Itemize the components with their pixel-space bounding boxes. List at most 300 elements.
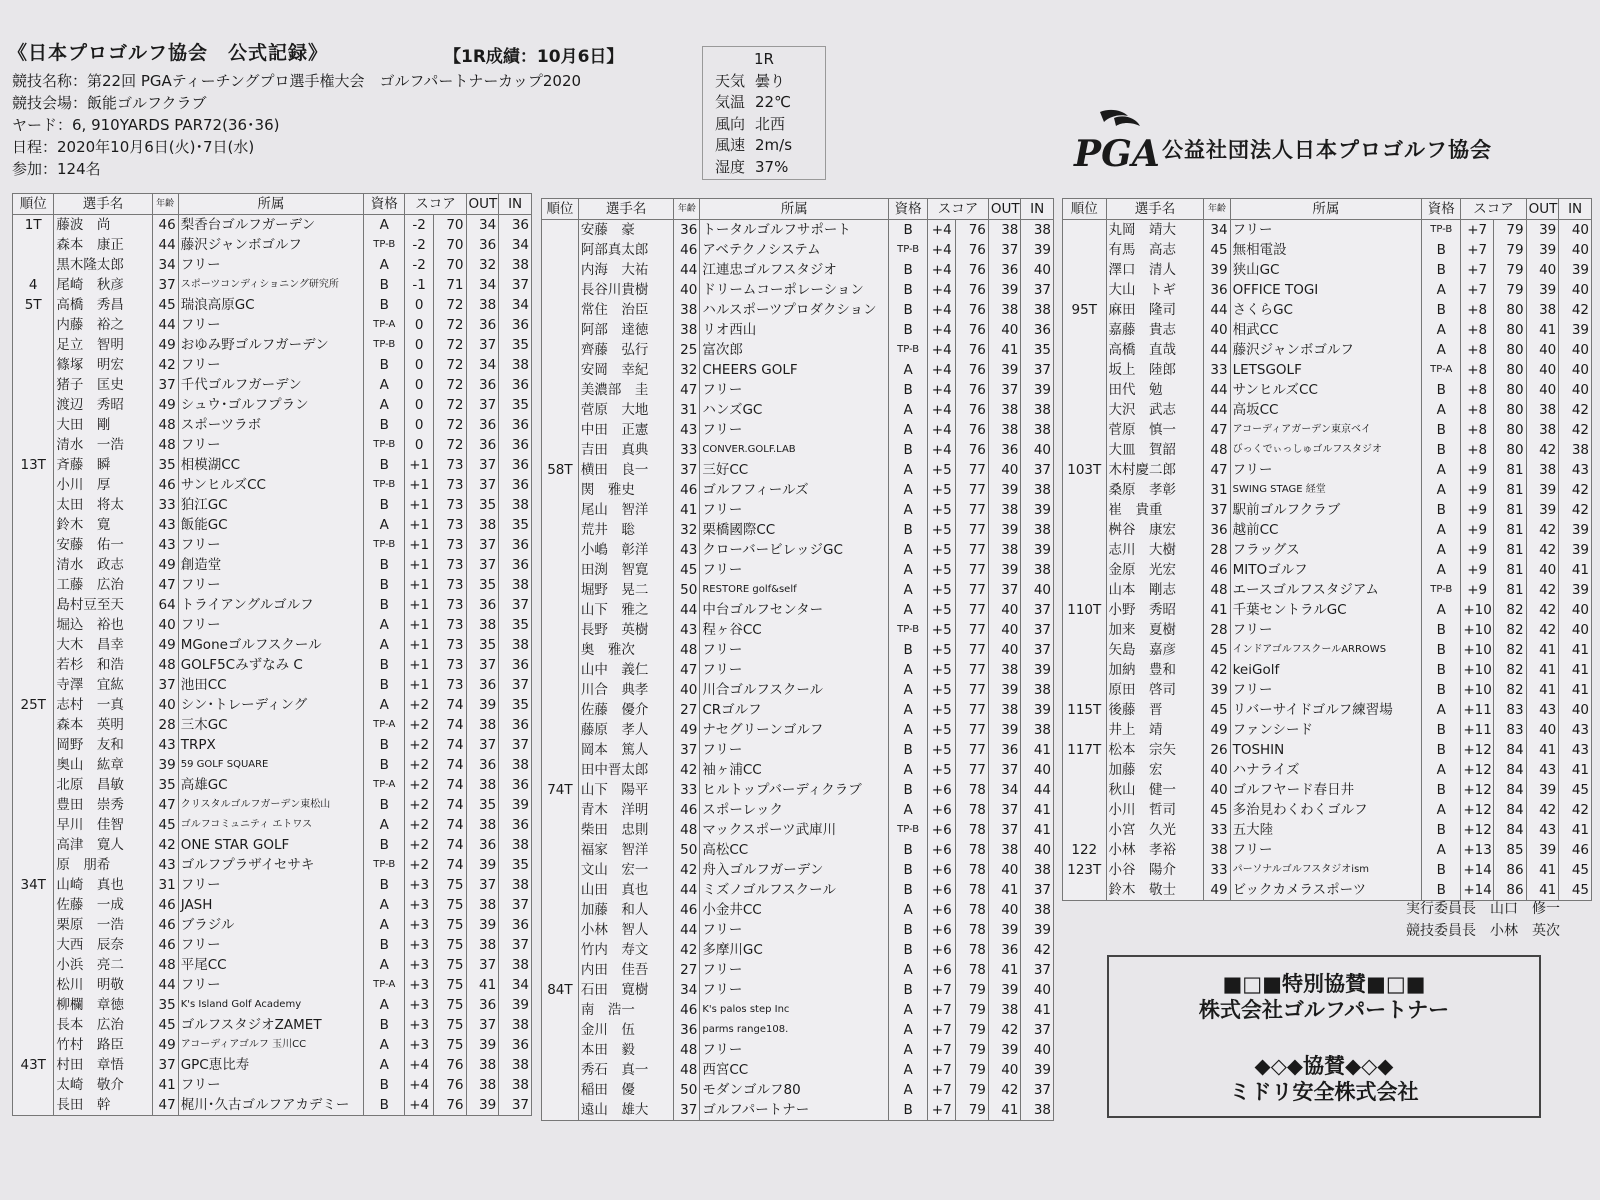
cell-q: B bbox=[364, 675, 405, 695]
co-sponsor-label: ◆◇◆協賛◆◇◆ bbox=[1254, 1054, 1394, 1078]
cell-q: A bbox=[889, 460, 928, 480]
cell-q: A bbox=[1422, 460, 1461, 480]
cell-name: 吉田 真典 bbox=[578, 440, 673, 460]
cell-in: 37 bbox=[1021, 1080, 1054, 1100]
table-row bbox=[1063, 460, 1592, 480]
cell-aff: 相武CC bbox=[1230, 320, 1422, 340]
cell-rank bbox=[542, 420, 579, 440]
cell-age: 50 bbox=[674, 840, 700, 860]
cell-q: A bbox=[364, 255, 405, 275]
cell-out: 41 bbox=[466, 975, 499, 995]
cell-in: 38 bbox=[1021, 860, 1054, 880]
cell-to: +5 bbox=[928, 500, 956, 520]
cell-name: 加藤 和人 bbox=[578, 900, 673, 920]
table-row bbox=[13, 295, 532, 315]
cell-age: 32 bbox=[674, 360, 700, 380]
table-row bbox=[1063, 620, 1592, 640]
cell-sc: 70 bbox=[433, 215, 466, 236]
cell-rank bbox=[13, 355, 54, 375]
cell-age: 38 bbox=[1204, 840, 1230, 860]
cell-age: 45 bbox=[1204, 700, 1230, 720]
cell-q: B bbox=[364, 495, 405, 515]
cell-name: 後藤 晋 bbox=[1106, 700, 1204, 720]
cell-sc: 78 bbox=[956, 820, 989, 840]
cell-rank bbox=[542, 680, 579, 700]
cell-sc: 83 bbox=[1493, 720, 1526, 740]
cell-aff: 三木GC bbox=[178, 715, 363, 735]
cell-sc: 82 bbox=[1493, 660, 1526, 680]
cell-sc: 70 bbox=[433, 235, 466, 255]
cell-q: B bbox=[889, 860, 928, 880]
cell-to: +8 bbox=[1461, 400, 1494, 420]
cell-age: 48 bbox=[674, 1040, 700, 1060]
cell-rank bbox=[1063, 580, 1107, 600]
cell-aff: 中台ゴルフセンター bbox=[700, 600, 889, 620]
table-row bbox=[13, 375, 532, 395]
cell-age: 37 bbox=[152, 375, 178, 395]
cell-rank bbox=[1063, 340, 1107, 360]
cell-q: A bbox=[889, 680, 928, 700]
cell-q: B bbox=[1422, 380, 1461, 400]
cell-out: 39 bbox=[988, 1040, 1021, 1060]
cell-in: 36 bbox=[499, 375, 532, 395]
cell-sc: 77 bbox=[956, 580, 989, 600]
table-row bbox=[542, 240, 1054, 260]
cell-q: B bbox=[889, 940, 928, 960]
cell-age: 45 bbox=[1204, 800, 1230, 820]
cell-aff: ハルスポーツプロダクション bbox=[700, 300, 889, 320]
cell-aff: パーソナルゴルフスタジオism bbox=[1230, 860, 1422, 880]
cell-in: 37 bbox=[499, 935, 532, 955]
cell-aff: 平尾CC bbox=[178, 955, 363, 975]
cell-age: 33 bbox=[1204, 860, 1230, 880]
cell-to: +3 bbox=[405, 955, 433, 975]
cell-name: 原 朋希 bbox=[54, 855, 152, 875]
weather-value: 37% bbox=[755, 157, 789, 176]
cell-rank bbox=[542, 340, 579, 360]
cell-sc: 74 bbox=[433, 775, 466, 795]
cell-out: 42 bbox=[1526, 520, 1559, 540]
table-row bbox=[13, 1015, 532, 1035]
cell-name: 豊田 崇秀 bbox=[54, 795, 152, 815]
cell-to: +8 bbox=[1461, 360, 1494, 380]
cell-sc: 75 bbox=[433, 995, 466, 1015]
cell-to: +5 bbox=[928, 480, 956, 500]
cell-name: 内藤 裕之 bbox=[54, 315, 152, 335]
cell-q: B bbox=[364, 1095, 405, 1116]
cell-name: 小林 智人 bbox=[578, 920, 673, 940]
cell-q: A bbox=[889, 1040, 928, 1060]
cell-to: +14 bbox=[1461, 860, 1494, 880]
official-name: 小林 英次 bbox=[1490, 923, 1560, 939]
cell-to: +1 bbox=[405, 675, 433, 695]
cell-name: 柴田 忠則 bbox=[578, 820, 673, 840]
cell-age: 36 bbox=[674, 1020, 700, 1040]
cell-rank bbox=[542, 560, 579, 580]
cell-to: +1 bbox=[405, 475, 433, 495]
cell-to: +5 bbox=[928, 620, 956, 640]
cell-to: +7 bbox=[928, 1080, 956, 1100]
cell-rank bbox=[542, 500, 579, 520]
cell-sc: 82 bbox=[1493, 640, 1526, 660]
table-row bbox=[1063, 240, 1592, 260]
cell-name: 北原 昌敏 bbox=[54, 775, 152, 795]
cell-q: B bbox=[1422, 860, 1461, 880]
cell-aff: ファンシード bbox=[1230, 720, 1422, 740]
cell-sc: 74 bbox=[433, 695, 466, 715]
cell-out: 38 bbox=[466, 775, 499, 795]
cell-name: 工藤 広治 bbox=[54, 575, 152, 595]
cell-to: +2 bbox=[405, 775, 433, 795]
cell-sc: 75 bbox=[433, 955, 466, 975]
cell-q: A bbox=[1422, 700, 1461, 720]
table-row bbox=[13, 635, 532, 655]
cell-out: 38 bbox=[988, 1000, 1021, 1020]
cell-in: 36 bbox=[499, 415, 532, 435]
column-header: 年齢 bbox=[1204, 199, 1230, 220]
cell-in: 39 bbox=[1559, 260, 1592, 280]
cell-out: 36 bbox=[466, 415, 499, 435]
cell-name: 澤口 清人 bbox=[1106, 260, 1204, 280]
table-row bbox=[1063, 480, 1592, 500]
cell-rank bbox=[13, 815, 54, 835]
cell-in: 40 bbox=[1559, 340, 1592, 360]
table-row bbox=[542, 680, 1054, 700]
cell-out: 39 bbox=[1526, 500, 1559, 520]
cell-to: +6 bbox=[928, 820, 956, 840]
cell-aff: フリー bbox=[178, 255, 363, 275]
cell-to: +5 bbox=[928, 700, 956, 720]
cell-sc: 84 bbox=[1493, 740, 1526, 760]
cell-rank bbox=[1063, 800, 1107, 820]
cell-sc: 76 bbox=[956, 240, 989, 260]
weather-value: 曇り bbox=[755, 71, 786, 90]
cell-aff: フリー bbox=[700, 660, 889, 680]
cell-rank bbox=[13, 535, 54, 555]
cell-name: 菅原 慎一 bbox=[1106, 420, 1204, 440]
cell-aff: 創造堂 bbox=[178, 555, 363, 575]
cell-age: 28 bbox=[1204, 540, 1230, 560]
table-row bbox=[13, 975, 532, 995]
cell-name: 秋山 健一 bbox=[1106, 780, 1204, 800]
cell-to: +1 bbox=[405, 515, 433, 535]
cell-aff: フラッグス bbox=[1230, 540, 1422, 560]
cell-rank bbox=[1063, 780, 1107, 800]
cell-age: 46 bbox=[674, 240, 700, 260]
cell-in: 35 bbox=[499, 615, 532, 635]
cell-rank: 123T bbox=[1063, 860, 1107, 880]
table-row bbox=[1063, 760, 1592, 780]
cell-age: 42 bbox=[152, 835, 178, 855]
cell-aff: ブラジル bbox=[178, 915, 363, 935]
cell-in: 36 bbox=[499, 555, 532, 575]
cell-rank bbox=[542, 880, 579, 900]
cell-in: 42 bbox=[1559, 480, 1592, 500]
cell-q: B bbox=[364, 575, 405, 595]
cell-age: 33 bbox=[152, 495, 178, 515]
cell-q: TP-B bbox=[364, 235, 405, 255]
cell-name: 大木 昌幸 bbox=[54, 635, 152, 655]
cell-name: 桝谷 康宏 bbox=[1106, 520, 1204, 540]
cell-aff: フリー bbox=[700, 560, 889, 580]
cell-age: 50 bbox=[674, 580, 700, 600]
cell-name: 鈴木 敬士 bbox=[1106, 880, 1204, 901]
cell-q: TP-A bbox=[364, 975, 405, 995]
weather-row bbox=[715, 157, 825, 179]
cell-out: 41 bbox=[988, 880, 1021, 900]
cell-to: +3 bbox=[405, 915, 433, 935]
cell-sc: 78 bbox=[956, 880, 989, 900]
cell-in: 45 bbox=[1559, 860, 1592, 880]
cell-sc: 84 bbox=[1493, 800, 1526, 820]
cell-age: 49 bbox=[152, 555, 178, 575]
cell-out: 42 bbox=[1526, 440, 1559, 460]
table-row bbox=[542, 480, 1054, 500]
cell-rank bbox=[542, 900, 579, 920]
cell-in: 39 bbox=[1559, 580, 1592, 600]
cell-name: 川合 典孝 bbox=[578, 680, 673, 700]
cell-name: 丸岡 靖大 bbox=[1106, 220, 1204, 241]
cell-name: 嘉藤 貴志 bbox=[1106, 320, 1204, 340]
table-row bbox=[13, 1055, 532, 1075]
cell-in: 42 bbox=[1021, 940, 1054, 960]
cell-sc: 77 bbox=[956, 660, 989, 680]
cell-aff: フリー bbox=[700, 740, 889, 760]
cell-sc: 73 bbox=[433, 495, 466, 515]
cell-out: 42 bbox=[1526, 620, 1559, 640]
table-row bbox=[1063, 840, 1592, 860]
cell-sc: 77 bbox=[956, 520, 989, 540]
cell-to: -2 bbox=[405, 255, 433, 275]
cell-sc: 73 bbox=[433, 595, 466, 615]
cell-aff: GPC恵比寿 bbox=[178, 1055, 363, 1075]
cell-rank bbox=[1063, 820, 1107, 840]
cell-aff: リオ西山 bbox=[700, 320, 889, 340]
cell-name: 寺澤 宜紘 bbox=[54, 675, 152, 695]
cell-to: +3 bbox=[405, 935, 433, 955]
cell-aff: サンヒルズCC bbox=[1230, 380, 1422, 400]
cell-aff: フリー bbox=[700, 1040, 889, 1060]
cell-name: 中田 正憲 bbox=[578, 420, 673, 440]
cell-aff: フリー bbox=[1230, 840, 1422, 860]
cell-age: 49 bbox=[1204, 880, 1230, 901]
cell-rank bbox=[1063, 280, 1107, 300]
cell-to: +7 bbox=[1461, 220, 1494, 241]
cell-aff: ヒルトップバーディクラブ bbox=[700, 780, 889, 800]
official-role: 競技委員長 bbox=[1406, 923, 1476, 939]
cell-to: +5 bbox=[928, 720, 956, 740]
cell-age: 48 bbox=[674, 820, 700, 840]
cell-to: +1 bbox=[405, 595, 433, 615]
table-row bbox=[13, 815, 532, 835]
cell-sc: 80 bbox=[1493, 400, 1526, 420]
cell-to: +2 bbox=[405, 755, 433, 775]
cell-sc: 73 bbox=[433, 575, 466, 595]
cell-in: 37 bbox=[499, 1095, 532, 1116]
cell-in: 40 bbox=[1559, 600, 1592, 620]
cell-q: B bbox=[364, 755, 405, 775]
cell-age: 48 bbox=[152, 435, 178, 455]
cell-out: 39 bbox=[1526, 240, 1559, 260]
cell-rank bbox=[13, 1035, 54, 1055]
cell-age: 36 bbox=[1204, 520, 1230, 540]
cell-q: B bbox=[889, 1100, 928, 1121]
cell-name: 齊藤 弘行 bbox=[578, 340, 673, 360]
cell-to: +2 bbox=[405, 855, 433, 875]
cell-out: 38 bbox=[1526, 460, 1559, 480]
cell-to: +8 bbox=[1461, 420, 1494, 440]
cell-out: 40 bbox=[1526, 340, 1559, 360]
cell-sc: 80 bbox=[1493, 440, 1526, 460]
cell-to: +6 bbox=[928, 880, 956, 900]
cell-age: 44 bbox=[674, 920, 700, 940]
cell-rank bbox=[542, 540, 579, 560]
cell-in: 38 bbox=[499, 1015, 532, 1035]
cell-aff: クリスタルゴルフガーデン東松山 bbox=[178, 795, 363, 815]
cell-in: 35 bbox=[1021, 340, 1054, 360]
table-row bbox=[13, 655, 532, 675]
cell-q: B bbox=[1422, 440, 1461, 460]
cell-in: 37 bbox=[499, 275, 532, 295]
cell-out: 34 bbox=[466, 215, 499, 236]
cell-name: 高橋 秀昌 bbox=[54, 295, 152, 315]
table-row bbox=[542, 580, 1054, 600]
table-row bbox=[1063, 360, 1592, 380]
cell-q: B bbox=[889, 280, 928, 300]
cell-name: 斉藤 瞬 bbox=[54, 455, 152, 475]
cell-out: 38 bbox=[466, 1075, 499, 1095]
cell-to: -2 bbox=[405, 215, 433, 236]
cell-name: 山本 剛志 bbox=[1106, 580, 1204, 600]
cell-age: 44 bbox=[1204, 380, 1230, 400]
cell-name: 菅原 大地 bbox=[578, 400, 673, 420]
cell-out: 39 bbox=[1526, 280, 1559, 300]
table-row bbox=[542, 280, 1054, 300]
cell-in: 36 bbox=[499, 815, 532, 835]
table-row bbox=[13, 755, 532, 775]
cell-to: +6 bbox=[928, 960, 956, 980]
cell-out: 37 bbox=[466, 1015, 499, 1035]
cell-in: 38 bbox=[1021, 420, 1054, 440]
cell-to: +8 bbox=[1461, 300, 1494, 320]
cell-rank bbox=[1063, 660, 1107, 680]
cell-age: 37 bbox=[674, 740, 700, 760]
cell-rank: 4 bbox=[13, 275, 54, 295]
cell-sc: 72 bbox=[433, 355, 466, 375]
cell-age: 48 bbox=[1204, 440, 1230, 460]
cell-sc: 70 bbox=[433, 255, 466, 275]
cell-rank bbox=[542, 440, 579, 460]
cell-out: 38 bbox=[466, 615, 499, 635]
cell-aff: 池田CC bbox=[178, 675, 363, 695]
cell-age: 48 bbox=[152, 955, 178, 975]
cell-aff: マックスポーツ武庫川 bbox=[700, 820, 889, 840]
table-header-row bbox=[1063, 199, 1592, 220]
cell-age: 47 bbox=[152, 575, 178, 595]
cell-sc: 78 bbox=[956, 780, 989, 800]
cell-in: 36 bbox=[1021, 320, 1054, 340]
cell-aff: スポーツラボ bbox=[178, 415, 363, 435]
cell-out: 40 bbox=[1526, 260, 1559, 280]
cell-aff: GOLF5Cみずなみ C bbox=[178, 655, 363, 675]
cell-age: 45 bbox=[1204, 640, 1230, 660]
cell-aff: 江連忠ゴルフスタジオ bbox=[700, 260, 889, 280]
cell-to: +4 bbox=[405, 1095, 433, 1116]
cell-in: 39 bbox=[1559, 540, 1592, 560]
cell-to: +7 bbox=[1461, 260, 1494, 280]
table-row bbox=[542, 700, 1054, 720]
cell-sc: 80 bbox=[1493, 300, 1526, 320]
cell-to: +3 bbox=[405, 895, 433, 915]
cell-aff: シュウ･ゴルフプラン bbox=[178, 395, 363, 415]
cell-sc: 72 bbox=[433, 335, 466, 355]
cell-aff: 藤沢ジャンボゴルフ bbox=[178, 235, 363, 255]
cell-q: B bbox=[364, 555, 405, 575]
cell-to: +12 bbox=[1461, 780, 1494, 800]
cell-out: 38 bbox=[1526, 300, 1559, 320]
table-row bbox=[542, 340, 1054, 360]
cell-to: +2 bbox=[405, 735, 433, 755]
cell-sc: 79 bbox=[1493, 260, 1526, 280]
cell-rank bbox=[13, 895, 54, 915]
cell-aff: LETSGOLF bbox=[1230, 360, 1422, 380]
cell-sc: 77 bbox=[956, 680, 989, 700]
cell-to: +6 bbox=[928, 800, 956, 820]
cell-name: 青木 洋明 bbox=[578, 800, 673, 820]
cell-in: 43 bbox=[1559, 740, 1592, 760]
cell-sc: 79 bbox=[956, 980, 989, 1000]
cell-aff: ゴルフプラザイセサキ bbox=[178, 855, 363, 875]
cell-q: B bbox=[364, 295, 405, 315]
cell-sc: 73 bbox=[433, 655, 466, 675]
table-row bbox=[1063, 800, 1592, 820]
cell-out: 40 bbox=[1526, 360, 1559, 380]
cell-sc: 76 bbox=[956, 260, 989, 280]
cell-in: 39 bbox=[499, 995, 532, 1015]
table-row bbox=[13, 575, 532, 595]
cell-in: 42 bbox=[1559, 800, 1592, 820]
weather-row bbox=[715, 114, 825, 136]
cell-to: +1 bbox=[405, 495, 433, 515]
column-header: 所属 bbox=[178, 194, 363, 215]
cell-to: +5 bbox=[928, 580, 956, 600]
cell-in: 40 bbox=[1559, 380, 1592, 400]
cell-to: +12 bbox=[1461, 820, 1494, 840]
co-sponsor-name: ミドリ安全株式会社 bbox=[1229, 1080, 1419, 1104]
cell-rank: 110T bbox=[1063, 600, 1107, 620]
cell-sc: 74 bbox=[433, 815, 466, 835]
cell-out: 39 bbox=[988, 560, 1021, 580]
cell-name: 加納 豊和 bbox=[1106, 660, 1204, 680]
cell-sc: 76 bbox=[956, 320, 989, 340]
cell-in: 36 bbox=[499, 455, 532, 475]
cell-age: 44 bbox=[1204, 400, 1230, 420]
cell-rank bbox=[13, 435, 54, 455]
cell-in: 36 bbox=[499, 715, 532, 735]
cell-aff: フリー bbox=[700, 380, 889, 400]
table-row bbox=[1063, 560, 1592, 580]
cell-aff: アベテクノシステム bbox=[700, 240, 889, 260]
cell-to: +4 bbox=[928, 300, 956, 320]
cell-sc: 76 bbox=[956, 340, 989, 360]
cell-q: A bbox=[1422, 480, 1461, 500]
cell-out: 38 bbox=[988, 840, 1021, 860]
cell-name: 大田 剛 bbox=[54, 415, 152, 435]
table-row bbox=[13, 835, 532, 855]
cell-age: 37 bbox=[152, 1055, 178, 1075]
cell-aff: ナセグリーンゴルフ bbox=[700, 720, 889, 740]
results-table-1 bbox=[12, 193, 532, 1116]
